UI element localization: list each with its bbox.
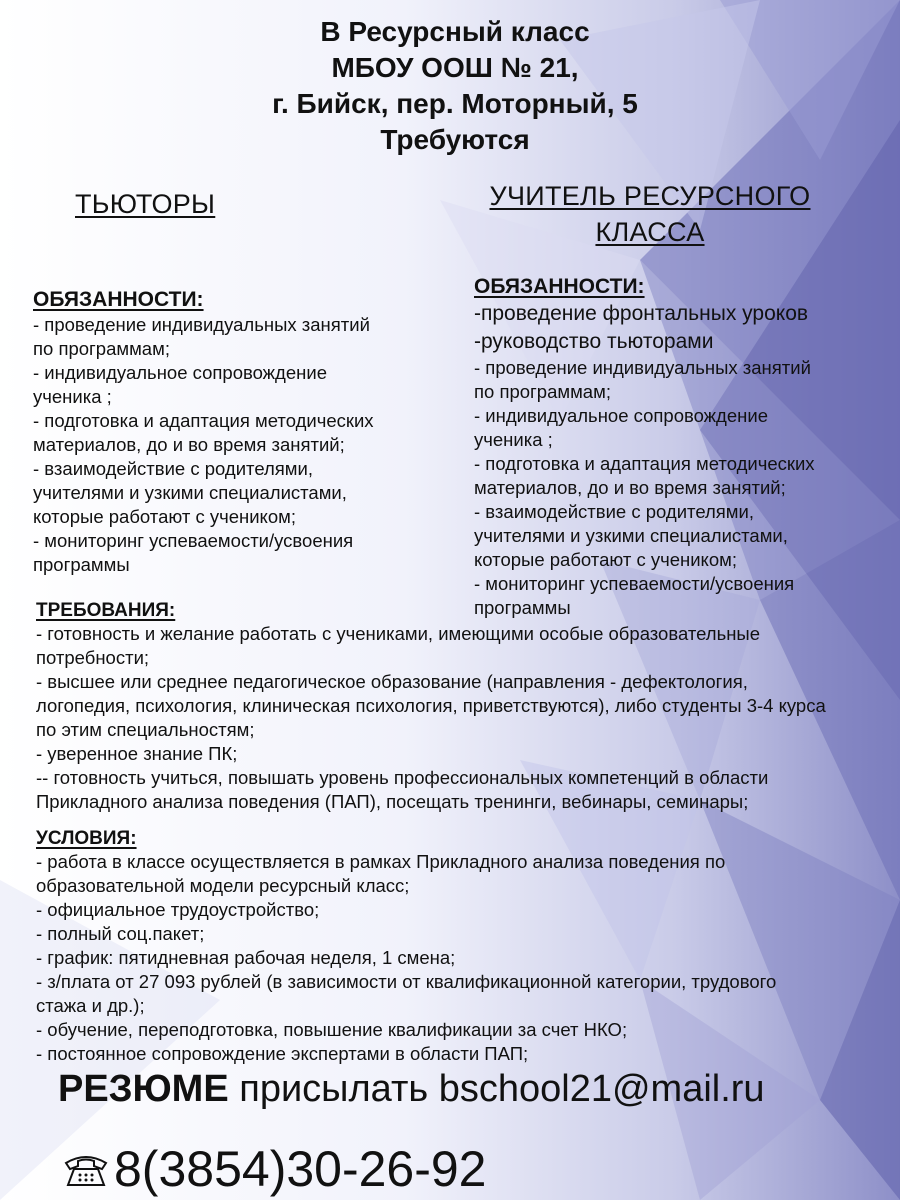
list-item: программы (474, 597, 571, 618)
header-line: Требуются (380, 124, 530, 155)
list-item: по этим специальностям; (36, 719, 255, 740)
list-item: - подготовка и адаптация методических (33, 410, 374, 431)
list-item: - постоянное сопровождение экспертами в области ПАП; (36, 1043, 529, 1064)
list-item: - индивидуальное сопровождение (474, 405, 768, 426)
teacher-title-line: КЛАССА (595, 217, 705, 247)
resume-line (58, 1068, 765, 1111)
phone-number[interactable]: 8(3854)30-26-92 (114, 1141, 487, 1197)
list-item: - индивидуальное сопровождение (33, 362, 327, 383)
header-line: г. Бийск, пер. Моторный, 5 (272, 88, 638, 119)
list-item: - взаимодействие с родителями, (474, 501, 754, 522)
tutors-duties (33, 287, 453, 577)
list-item: которые работают с учеником; (474, 549, 738, 570)
list-item: - высшее или среднее педагогическое образование (направления - дефектология, (36, 671, 748, 692)
list-item: учителями и узкими специалистами, (474, 525, 788, 546)
list-item: - проведение индивидуальных занятий (33, 314, 370, 335)
list-item: материалов, до и во время занятий; (474, 477, 786, 498)
duties-list (33, 313, 453, 577)
requirements-section (36, 600, 896, 814)
header-line: МБОУ ООШ № 21, (331, 52, 579, 83)
phone-line (62, 1140, 487, 1198)
list-item: -- готовность учиться, повышать уровень профессиональных компетенций в области (36, 767, 769, 788)
list-item: - готовность и желание работать с учениками, имеющими особые образовательные (36, 623, 761, 644)
list-item: ученика ; (33, 386, 112, 407)
list-item: - обучение, переподготовка, повышение квалификации за счет НКО; (36, 1019, 628, 1040)
teacher-title-line: УЧИТЕЛЬ РЕСУРСНОГО (489, 181, 811, 211)
teacher-main-duties (474, 300, 894, 356)
list-item: - подготовка и адаптация методических (474, 453, 815, 474)
list-item: стажа и др.); (36, 995, 145, 1016)
list-item: -проведение фронтальных уроков (474, 302, 809, 325)
list-item: - мониторинг успеваемости/усвоения (33, 530, 354, 551)
list-item: по программам; (33, 338, 170, 359)
list-item: - работа в классе осуществляется в рамках Прикладного анализа поведения по (36, 851, 726, 872)
requirements-list (36, 622, 896, 814)
resume-label: РЕЗЮМЕ (58, 1068, 229, 1110)
list-item: -руководство тьюторами (474, 330, 714, 353)
list-item: - мониторинг успеваемости/усвоения (474, 573, 795, 594)
list-item: - з/плата от 27 093 рублей (в зависимости от квалификационной категории, трудового (36, 971, 777, 992)
list-item: ученика ; (474, 429, 553, 450)
list-item: образовательной модели ресурсный класс; (36, 875, 410, 896)
list-item: по программам; (474, 381, 611, 402)
list-item: Прикладного анализа поведения (ПАП), посещать тренинги, вебинары, семинары; (36, 791, 749, 812)
section-heading: ТРЕБОВАНИЯ: (36, 600, 176, 621)
list-item: потребности; (36, 647, 150, 668)
list-item: - полный соц.пакет; (36, 923, 205, 944)
page-header (0, 14, 900, 158)
conditions-section (36, 828, 896, 1066)
teacher-duties (474, 274, 894, 620)
list-item: материалов, до и во время занятий; (33, 434, 345, 455)
list-item: которые работают с учеником; (33, 506, 297, 527)
list-item: - уверенное знание ПК; (36, 743, 238, 764)
list-item: - взаимодействие с родителями, (33, 458, 313, 479)
list-item: программы (33, 554, 130, 575)
list-item: учителями и узкими специалистами, (33, 482, 347, 503)
list-item: логопедия, психология, клиническая психология, приветствуются), либо студенты 3-4 курса (36, 695, 826, 716)
duties-list (474, 356, 894, 620)
section-heading: ОБЯЗАННОСТИ: (474, 275, 645, 298)
section-heading: УСЛОВИЯ: (36, 828, 137, 849)
section-heading: ОБЯЗАННОСТИ: (33, 288, 204, 311)
resume-email-text[interactable]: присылать bschool21@mail.ru (228, 1068, 765, 1110)
list-item: - официальное трудоустройство; (36, 899, 320, 920)
conditions-list (36, 850, 896, 1066)
list-item: - проведение индивидуальных занятий (474, 357, 811, 378)
tutors-title: ТЬЮТОРЫ (75, 189, 216, 219)
teacher-title (430, 178, 870, 250)
list-item: - график: пятидневная рабочая неделя, 1 смена; (36, 947, 456, 968)
header-line: В Ресурсный класс (320, 16, 590, 47)
telephone-icon (62, 1149, 110, 1189)
